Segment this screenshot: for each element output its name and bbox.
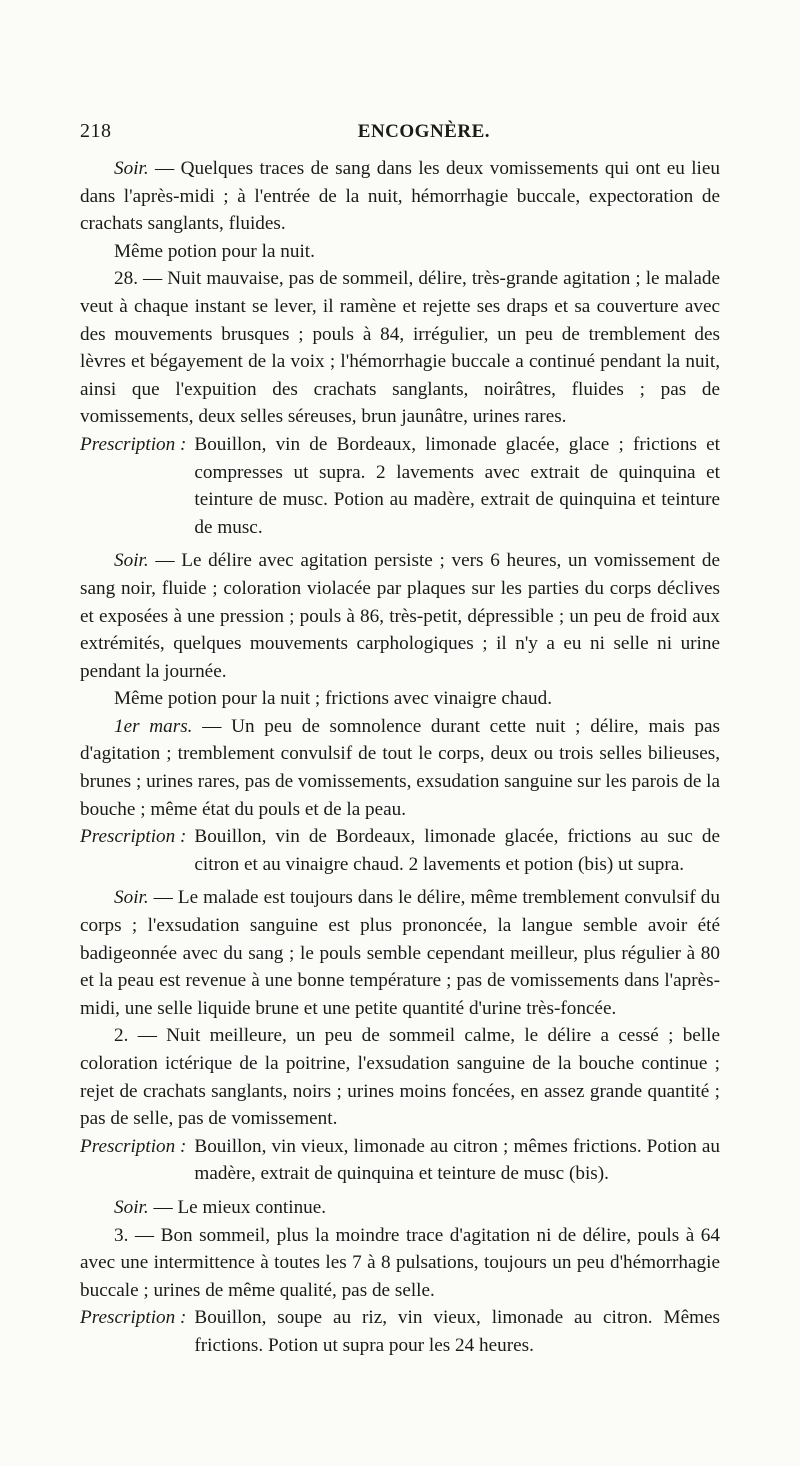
paragraph-lead: Soir. xyxy=(114,887,149,909)
prescription-block xyxy=(80,823,720,878)
page-body xyxy=(80,155,772,1366)
prescription-label: Prescription : xyxy=(80,433,187,455)
prescription-label: Prescription : xyxy=(80,826,187,848)
paragraph xyxy=(80,1222,720,1305)
paragraph-text: — Un peu de somnolence durant cette nuit ; délire, mais pas d'agitation ; tremblement convulsif de tout le corps, deux ou trois selles bilieuses, brunes ; urines rares, pas de vomissements, exsudation sanguine sur les parois de la bouche ; même état du pouls et de la peau. xyxy=(80,715,720,820)
paragraph xyxy=(80,685,720,713)
paragraph-text: Même potion pour la nuit. xyxy=(114,240,315,262)
prescription-text: Bouillon, vin de Bordeaux, limonade glacée, glace ; frictions et compresses ut supra. 2 lavements avec extrait de quinquina et teinture de musc. Potion au madère, extrait de quinquina et teinture de musc. xyxy=(194,433,720,538)
paragraph xyxy=(80,1194,720,1222)
paragraph-lead: Soir. xyxy=(114,550,149,572)
paragraph-text: 28. — Nuit mauvaise, pas de sommeil, délire, très-grande agitation ; le malade veut à chaque instant se lever, il ramène et rejette ses draps et sa couverture avec des mouvements brusques ; pouls à 84, irrégulier, un peu de tremblement des lèvres et bégayement de la voix ; l'hémorrhagie buccale a continué pendant la nuit, ainsi que l'expuition des crachats sanglants, noirâtres, fluides ; pas de vomissements, deux selles séreuses, brun jaunâtre, urines rares. xyxy=(80,268,720,428)
paragraph xyxy=(80,884,720,1022)
paragraph-text: — Le mieux continue. xyxy=(148,1196,327,1218)
prescription-text: Bouillon, vin vieux, limonade au citron ; mêmes frictions. Potion au madère, extrait de quinquina et teinture de musc (bis). xyxy=(194,1135,720,1185)
running-title: ENCOGNÈRE. xyxy=(357,121,490,142)
prescription-block xyxy=(80,431,720,541)
page-number: 218 xyxy=(80,120,112,142)
paragraph-text: 2. — Nuit meilleure, un peu de sommeil calme, le délire a cessé ; belle coloration ictérique de la poitrine, l'exsudation sanguine de la bouche continue ; rejet de crachats sanglants, noirs ; urines moins foncées, en assez grande quantité ; pas de selle, pas de vomissement. xyxy=(80,1025,720,1130)
prescription-label: Prescription : xyxy=(80,1307,187,1329)
prescription-block xyxy=(80,1304,720,1359)
page-header xyxy=(80,120,720,143)
prescription-label: Prescription : xyxy=(80,1135,187,1157)
paragraph xyxy=(80,238,720,266)
paragraph xyxy=(80,155,720,238)
paragraph-text: 3. — Bon sommeil, plus la moindre trace d'agitation ni de délire, pouls à 64 avec une intermittence à toutes les 7 à 8 pulsations, toujours un peu d'hémorrhagie buccale ; urines de même qualité, pas de selle. xyxy=(80,1224,720,1301)
paragraph-text: — Le délire avec agitation persiste ; vers 6 heures, un vomissement de sang noir, fluide ; coloration violacée par plaques sur les parties du corps déclives et exposées à une pression ; pouls à 86, très-petit, dépressible ; un peu de froid aux extrémités, quelques mouvements carphologiques ; il n'y a eu ni selle ni urine pendant la journée. xyxy=(80,550,720,682)
spacer xyxy=(80,1360,772,1366)
prescription-block xyxy=(80,1133,720,1188)
paragraph-text: — Le malade est toujours dans le délire, même tremblement convulsif du corps ; l'exsudation sanguine est plus prononcée, la langue semble avoir été badigeonnée avec du sang ; le pouls semble cependant meilleur, plus régulier à 80 et la peau est revenue à une bonne température ; pas de vomissements dans l'après-midi, une selle liquide brune et une petite quantité d'urine très-foncée. xyxy=(80,887,720,1019)
paragraph-lead: 1er mars. xyxy=(114,715,193,737)
paragraph-text: Même potion pour la nuit ; frictions avec vinaigre chaud. xyxy=(114,688,552,710)
paragraph-lead: Soir. xyxy=(114,1196,149,1218)
paragraph xyxy=(80,1022,720,1132)
prescription-text: Bouillon, soupe au riz, vin vieux, limonade au citron. Mêmes frictions. Potion ut supra pour les 24 heures. xyxy=(194,1307,720,1356)
paragraph xyxy=(80,713,720,823)
paragraph-text: — Quelques traces de sang dans les deux vomissements qui ont eu lieu dans l'après-midi ; à l'entrée de la nuit, hémorrhagie buccale, expectoration de crachats sanglants, fluides. xyxy=(80,158,720,235)
paragraph xyxy=(80,265,720,431)
paragraph xyxy=(80,547,720,685)
prescription-text: Bouillon, vin de Bordeaux, limonade glacée, frictions au suc de citron et au vinaigre chaud. 2 lavements et potion (bis) ut supra. xyxy=(194,826,720,875)
paragraph-lead: Soir. xyxy=(114,158,149,179)
